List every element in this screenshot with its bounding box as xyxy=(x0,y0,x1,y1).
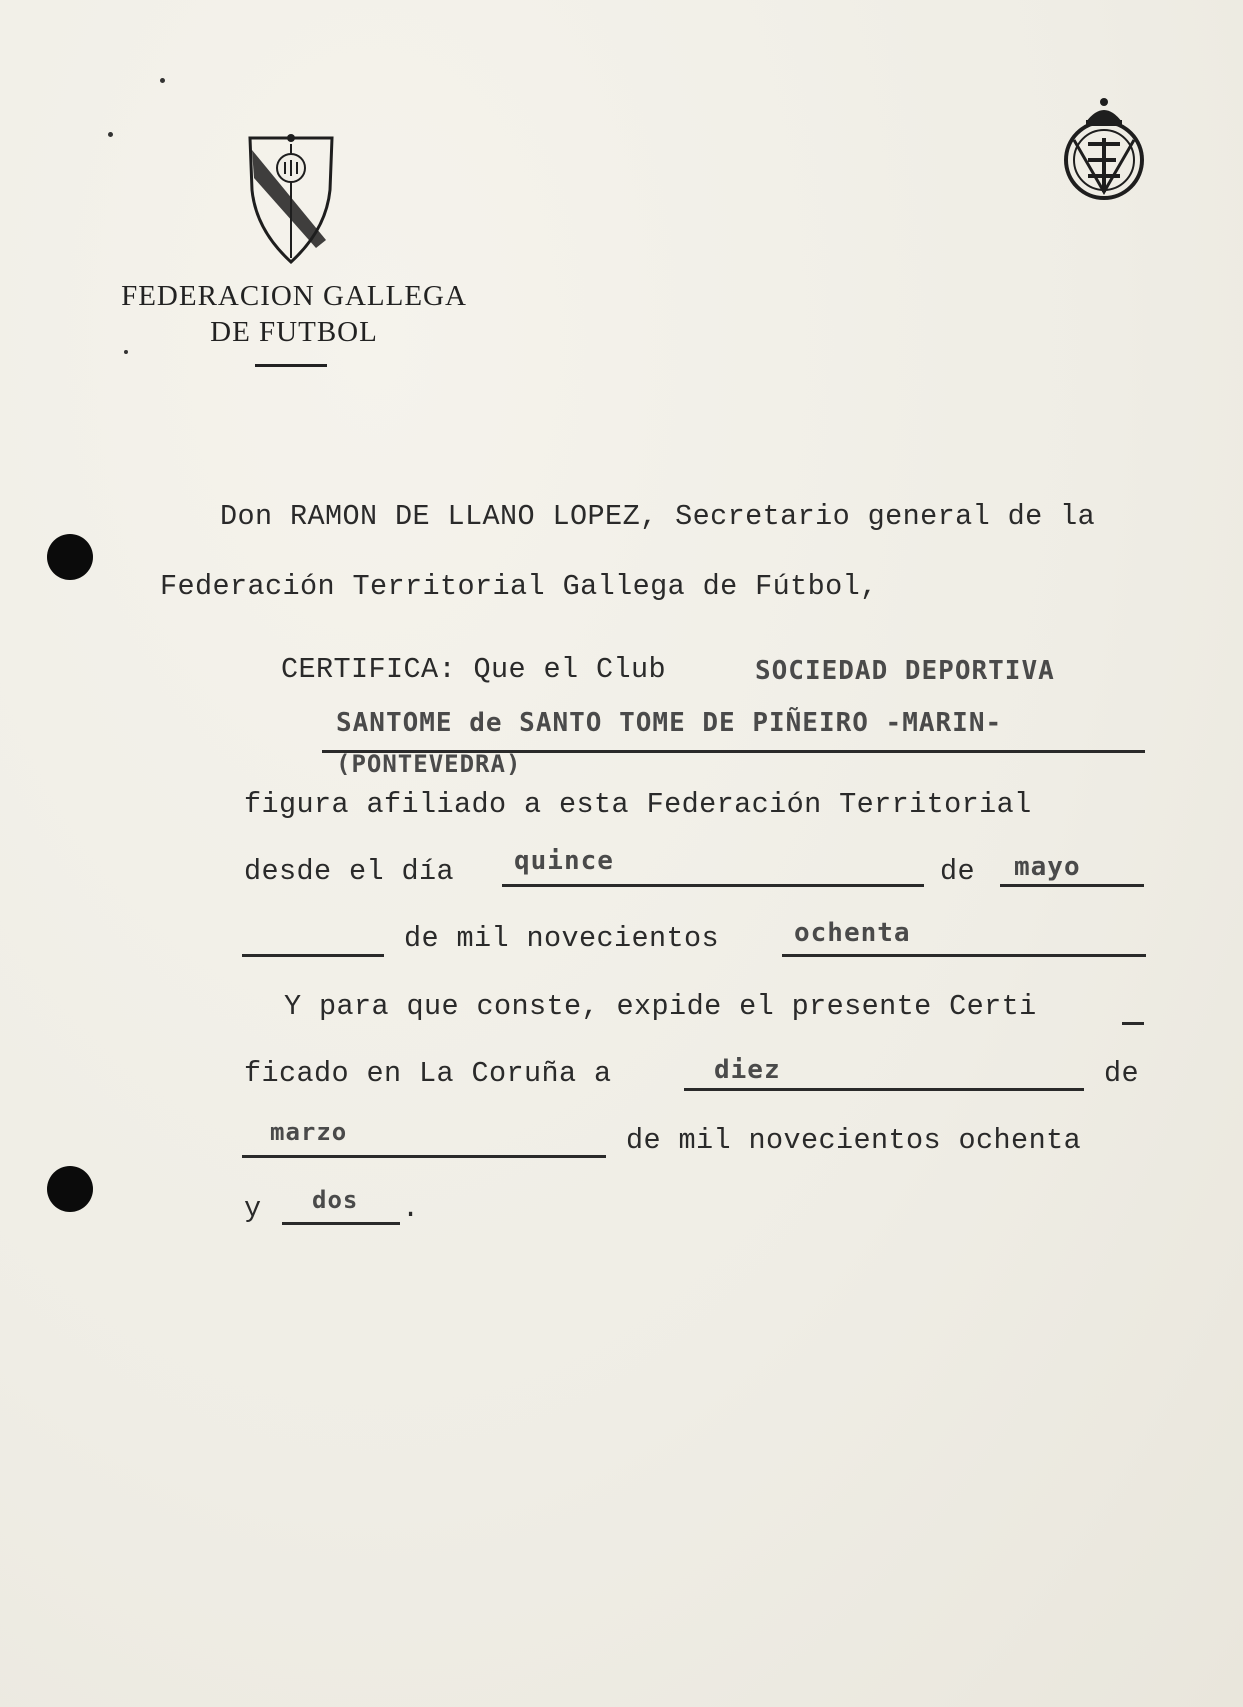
certify-lead: CERTIFICA: Que el Club xyxy=(281,653,667,686)
federation-name-line2: DE FUTBOL xyxy=(210,316,378,348)
club-name-line3: (PONTEVEDRA) xyxy=(336,750,522,778)
punch-hole-bottom xyxy=(47,1166,93,1212)
issue-year-value: dos xyxy=(312,1186,359,1214)
closing-line-4-lead: y xyxy=(244,1192,262,1225)
since-day-value: quince xyxy=(514,846,614,876)
since-of-label: de xyxy=(940,855,976,888)
since-year-value: ochenta xyxy=(794,918,911,948)
since-month-underline xyxy=(1000,884,1144,887)
issue-day-underline xyxy=(684,1088,1084,1091)
issue-day-value: diez xyxy=(714,1055,781,1085)
since-day-underline xyxy=(502,884,924,887)
affiliation-text: figura afiliado a esta Federación Territorial xyxy=(244,788,1032,821)
closing-line-3: de mil novecientos ochenta xyxy=(626,1124,1082,1157)
paper-speck xyxy=(160,78,165,83)
closing-line-1: Y para que conste, expide el presente Certi xyxy=(284,990,1037,1023)
closing-period: . xyxy=(402,1192,420,1225)
since-month-value: mayo xyxy=(1014,852,1081,882)
club-name-line2: SANTOME de SANTO TOME DE PIÑEIRO -MARIN- xyxy=(336,708,1003,738)
galician-federation-crest-icon xyxy=(246,130,336,266)
paper-speck xyxy=(124,350,128,354)
intro-line-2: Federación Territorial Gallega de Fútbol, xyxy=(160,570,878,603)
closing-line-2-end: de xyxy=(1104,1057,1140,1090)
since-year-underline xyxy=(782,954,1146,957)
since-year-text: de mil novecientos xyxy=(404,922,720,955)
closing-hyphen-underline xyxy=(1122,1022,1144,1025)
issue-month-underline xyxy=(242,1155,606,1158)
letterhead-rule xyxy=(255,364,327,367)
issue-year-underline xyxy=(282,1222,400,1225)
federation-name xyxy=(94,278,494,350)
intro-line-1: Don RAMON DE LLANO LOPEZ, Secretario general de la xyxy=(220,500,1096,533)
closing-line-2-lead: ficado en La Coruña a xyxy=(244,1057,612,1090)
club-name-line1: SOCIEDAD DEPORTIVA xyxy=(755,656,1055,686)
federation-name-line1: FEDERACION GALLEGA xyxy=(121,280,467,312)
issue-month-value: marzo xyxy=(270,1118,348,1146)
since-month-underline-cont xyxy=(242,954,384,957)
punch-hole-top xyxy=(47,534,93,580)
spanish-federation-crown-crest-icon xyxy=(1058,94,1150,206)
since-label: desde el día xyxy=(244,855,455,888)
paper-speck xyxy=(108,132,113,137)
